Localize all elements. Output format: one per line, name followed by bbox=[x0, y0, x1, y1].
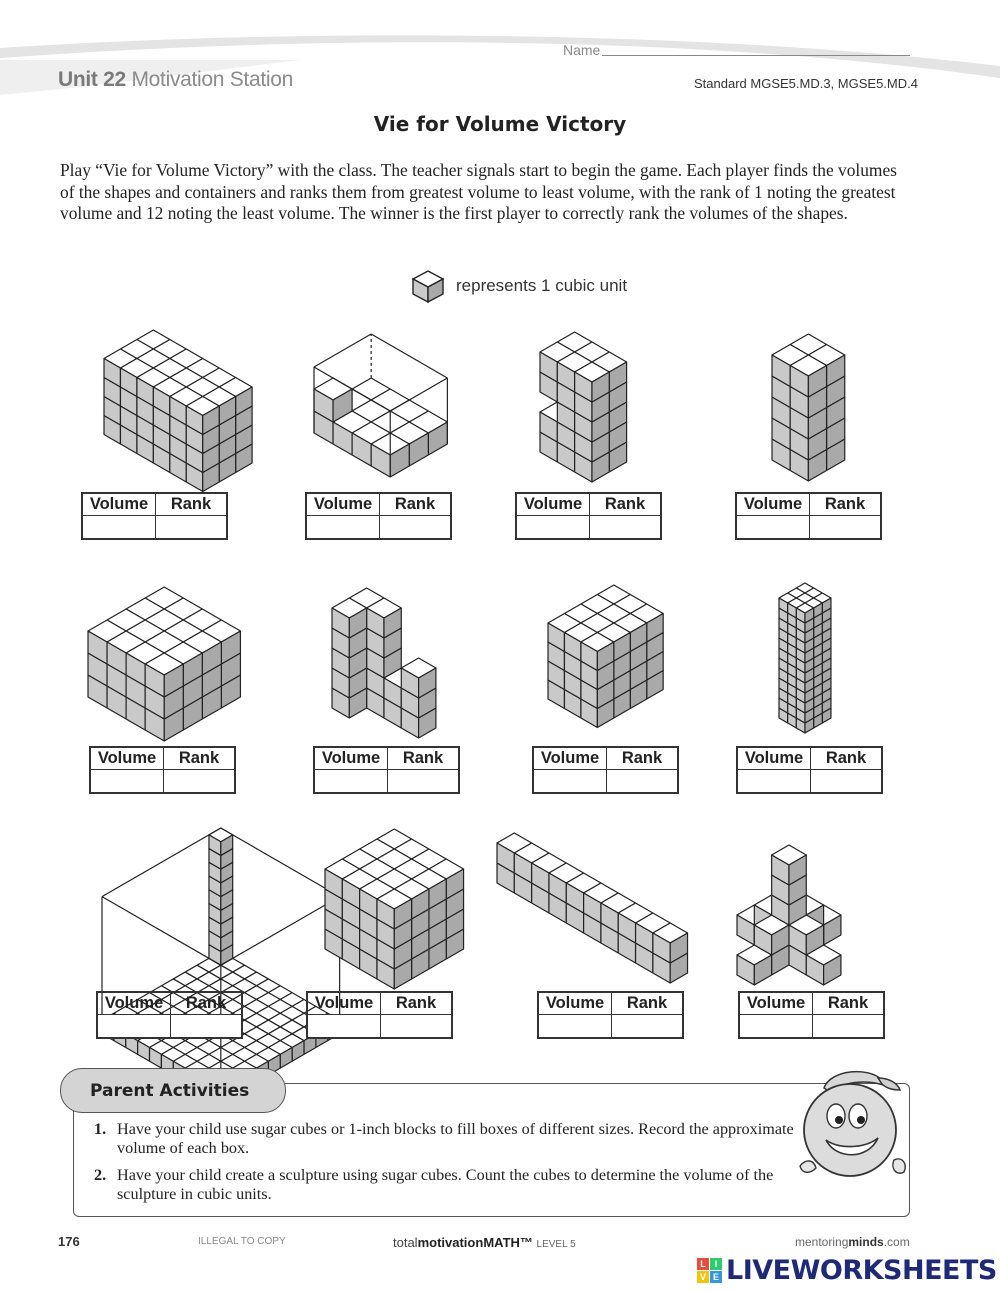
publisher-url: mentoringminds.com bbox=[795, 1235, 910, 1249]
rank-header: Rank bbox=[612, 993, 682, 1015]
mascot-icon bbox=[790, 1064, 910, 1186]
volume-input[interactable] bbox=[91, 770, 164, 792]
rank-header: Rank bbox=[156, 494, 226, 516]
volume-rank-table-2 bbox=[305, 492, 452, 540]
volume-header: Volume bbox=[740, 993, 813, 1015]
volume-input[interactable] bbox=[315, 770, 388, 792]
rank-input[interactable] bbox=[171, 1015, 241, 1037]
liveworksheets-logo[interactable] bbox=[697, 1254, 997, 1286]
page-number: 176 bbox=[58, 1234, 80, 1249]
cube-icon bbox=[410, 268, 446, 304]
rank-input[interactable] bbox=[612, 1015, 682, 1037]
volume-header: Volume bbox=[98, 993, 171, 1015]
volume-rank-table-9 bbox=[96, 991, 243, 1039]
volume-input[interactable] bbox=[83, 516, 156, 538]
volume-input[interactable] bbox=[740, 1015, 813, 1037]
shape-1 bbox=[102, 328, 255, 494]
volume-header: Volume bbox=[315, 748, 388, 770]
volume-header: Volume bbox=[307, 494, 380, 516]
rank-input[interactable] bbox=[380, 516, 450, 538]
parent-activity-2 bbox=[94, 1166, 794, 1204]
logo-blocks: L I V E bbox=[697, 1258, 722, 1283]
volume-input[interactable] bbox=[539, 1015, 612, 1037]
name-input-line[interactable] bbox=[602, 55, 910, 56]
logo-text: LIVEWORKSHEETS bbox=[726, 1254, 997, 1286]
volume-input[interactable] bbox=[737, 516, 810, 538]
rank-header: Rank bbox=[381, 993, 451, 1015]
unit-name: Motivation Station bbox=[131, 68, 293, 91]
rank-header: Rank bbox=[164, 748, 234, 770]
parent-activity-1 bbox=[94, 1120, 794, 1158]
volume-input[interactable] bbox=[534, 770, 607, 792]
volume-rank-table-7 bbox=[532, 746, 679, 794]
activity-text: Have your child use sugar cubes or 1-inch blocks to fill boxes of different sizes. Record the approximate volume of each box. bbox=[117, 1120, 794, 1157]
volume-rank-table-11 bbox=[537, 991, 684, 1039]
shape-8 bbox=[777, 581, 833, 735]
shape-11 bbox=[495, 831, 690, 985]
shape-3 bbox=[538, 330, 629, 484]
volume-rank-table-8 bbox=[736, 746, 883, 794]
legend-text: represents 1 cubic unit bbox=[456, 276, 628, 295]
instructions-paragraph: Play “Vie for Volume Victory” with the class. The teacher signals start to begin the game. Each player finds the volumes of the shapes and containers and ranks them from greatest volume to least volume, with the rank of 1 noting the greatest volume and 12 noting the least volume. The winner is the first player to correctly rank the volumes of the shapes. bbox=[60, 160, 897, 223]
shape-2 bbox=[312, 332, 450, 479]
rank-header: Rank bbox=[380, 494, 450, 516]
activity-text: Have your child create a sculpture using sugar cubes. Count the cubes to determine the volume of the sculpture in cubic units. bbox=[117, 1166, 774, 1203]
volume-rank-table-10 bbox=[306, 991, 453, 1039]
rank-input[interactable] bbox=[811, 770, 881, 792]
volume-header: Volume bbox=[308, 993, 381, 1015]
volume-input[interactable] bbox=[308, 1015, 381, 1037]
volume-rank-table-4 bbox=[735, 492, 882, 540]
legend bbox=[410, 268, 627, 304]
rank-input[interactable] bbox=[810, 516, 880, 538]
shape-6 bbox=[330, 586, 438, 740]
shape-10 bbox=[323, 827, 466, 991]
volume-header: Volume bbox=[539, 993, 612, 1015]
page-title: Vie for Volume Victory bbox=[373, 112, 627, 136]
rank-header: Rank bbox=[810, 494, 880, 516]
volume-input[interactable] bbox=[98, 1015, 171, 1037]
shape-4 bbox=[770, 332, 847, 483]
rank-header: Rank bbox=[811, 748, 881, 770]
volume-rank-table-3 bbox=[515, 492, 662, 540]
volume-header: Volume bbox=[517, 494, 590, 516]
parent-activities-title: Parent Activities bbox=[60, 1068, 286, 1113]
volume-input[interactable] bbox=[517, 516, 590, 538]
illegal-to-copy: ILLEGAL TO COPY bbox=[198, 1236, 286, 1247]
shape-9 bbox=[100, 826, 342, 1105]
volume-header: Volume bbox=[534, 748, 607, 770]
rank-input[interactable] bbox=[164, 770, 234, 792]
rank-input[interactable] bbox=[590, 516, 660, 538]
activity-number: 1. bbox=[94, 1120, 107, 1138]
rank-input[interactable] bbox=[388, 770, 458, 792]
shape-5 bbox=[86, 585, 243, 743]
rank-header: Rank bbox=[590, 494, 660, 516]
rank-input[interactable] bbox=[156, 516, 226, 538]
volume-rank-table-1 bbox=[81, 492, 228, 540]
unit-number: Unit 22 bbox=[58, 68, 126, 91]
shape-12 bbox=[735, 843, 843, 987]
rank-input[interactable] bbox=[381, 1015, 451, 1037]
name-label: Name bbox=[563, 42, 601, 58]
rank-header: Rank bbox=[388, 748, 458, 770]
volume-rank-table-6 bbox=[313, 746, 460, 794]
volume-input[interactable] bbox=[738, 770, 811, 792]
rank-input[interactable] bbox=[813, 1015, 883, 1037]
volume-header: Volume bbox=[738, 748, 811, 770]
brand-label: totalmotivationMATH™ LEVEL 5 bbox=[393, 1235, 576, 1250]
volume-header: Volume bbox=[91, 748, 164, 770]
rank-header: Rank bbox=[171, 993, 241, 1015]
unit-title bbox=[58, 68, 293, 92]
volume-rank-table-12 bbox=[738, 991, 885, 1039]
activity-number: 2. bbox=[94, 1166, 107, 1184]
volume-rank-table-5 bbox=[89, 746, 236, 794]
volume-header: Volume bbox=[83, 494, 156, 516]
volume-header: Volume bbox=[737, 494, 810, 516]
rank-header: Rank bbox=[813, 993, 883, 1015]
shape-7 bbox=[546, 583, 666, 730]
rank-input[interactable] bbox=[607, 770, 677, 792]
rank-header: Rank bbox=[607, 748, 677, 770]
standard-label: Standard MGSE5.MD.3, MGSE5.MD.4 bbox=[694, 76, 918, 91]
volume-input[interactable] bbox=[307, 516, 380, 538]
